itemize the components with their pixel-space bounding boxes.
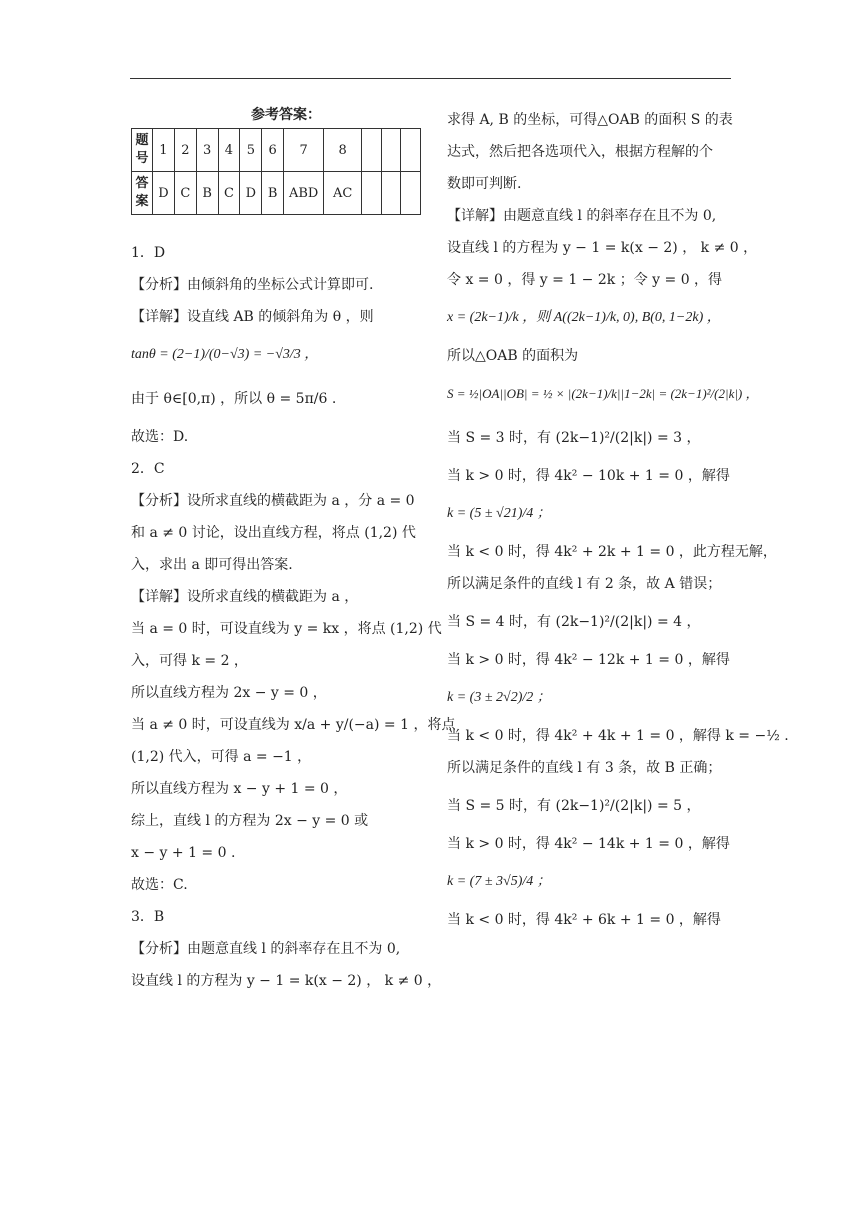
solution-line: 所以满足条件的直线 l 有 2 条，故 A 错误； <box>447 576 722 592</box>
solution-line: 由于 θ∈[0,π) ，所以 θ = 5π/6 . <box>131 391 337 407</box>
solution-line: 1．D <box>131 245 166 261</box>
solution-line: 和 a ≠ 0 讨论，设出直线方程，将点 (1,2) 代 <box>131 525 416 541</box>
solution-line: 综上，直线 l 的方程为 2x − y = 0 或 <box>131 813 369 829</box>
solution-line: 【详解】设直线 AB 的倾斜角为 θ ，则 <box>131 309 374 325</box>
solution-line: 入，求出 a 即可得出答案. <box>131 557 293 573</box>
math-line: k = (7 ± 3√5)/4 ； <box>447 874 551 889</box>
solution-line: 当 a ≠ 0 时，可设直线为 x/a + y/(−a) = 1 ，将点 <box>131 717 456 733</box>
math-line: S = ½|OA||OB| = ½ × |(2k−1)/k||1−2k| = (2k−1)²/(2|k|) ， <box>447 386 759 401</box>
solution-line: 【分析】由题意直线 l 的斜率存在且不为 0, <box>131 941 401 957</box>
solution-line: 数即可判断. <box>447 176 522 192</box>
table-cell: C <box>218 172 240 215</box>
solution-line: 当 k < 0 时，得 4k² + 4k + 1 = 0 ，解得 k = −½ . <box>447 728 789 744</box>
table-cell: ABD <box>284 172 324 215</box>
table-cell: D <box>240 172 262 215</box>
right-column <box>447 104 789 936</box>
solution-line: 当 S = 5 时，有 (2k−1)²/(2|k|) = 5 ， <box>447 798 701 814</box>
solution-line: 【详解】设所求直线的横截距为 a ， <box>131 589 359 605</box>
spacer <box>131 215 421 237</box>
answer-key-title: 参考答案： <box>251 107 321 123</box>
table-cell <box>362 129 382 172</box>
solution-line: 当 k < 0 时，得 4k² + 6k + 1 = 0 ，解得 <box>447 912 721 928</box>
table-cell <box>381 172 401 215</box>
table-cell: B <box>196 172 218 215</box>
solution-line: 故选：D. <box>131 429 189 445</box>
solution-line: 当 k < 0 时，得 4k² + 2k + 1 = 0 ，此方程无解， <box>447 544 777 560</box>
solution-line: 令 x = 0 ，得 y = 1 − 2k ；令 y = 0 ，得 <box>447 272 723 288</box>
table-cell: 7 <box>284 129 324 172</box>
solution-line: 3．B <box>131 909 165 925</box>
math-line: k = (3 ± 2√2)/2 ； <box>447 690 551 705</box>
table-cell <box>381 129 401 172</box>
solution-line: 当 k > 0 时，得 4k² − 10k + 1 = 0 ，解得 <box>447 468 730 484</box>
solution-line: 求得 A, B 的坐标，可得△OAB 的面积 S 的表 <box>447 112 733 128</box>
solution-line: 设直线 l 的方程为 y − 1 = k(x − 2) ， k ≠ 0 ， <box>447 240 758 256</box>
solution-line: 当 S = 3 时，有 (2k−1)²/(2|k|) = 3 ， <box>447 430 701 446</box>
table-cell: 2 <box>174 129 196 172</box>
solution-line: 所以直线方程为 2x − y = 0 ， <box>131 685 327 701</box>
solution-line: 【详解】由题意直线 l 的斜率存在且不为 0, <box>447 208 717 224</box>
math-line: tanθ = (2−1)/(0−√3) = −√3/3 ， <box>131 347 319 362</box>
solution-line: 当 S = 4 时，有 (2k−1)²/(2|k|) = 4 ， <box>447 614 701 630</box>
solution-line: (1,2) 代入，可得 a = −1 ， <box>131 749 312 765</box>
solution-line: 达式，然后把各选项代入，根据方程解的个 <box>447 144 713 160</box>
table-row-numbers <box>132 129 421 172</box>
table-cell: 6 <box>262 129 284 172</box>
left-column <box>131 104 456 997</box>
solution-line: 当 a = 0 时，可设直线为 y = kx ，将点 (1,2) 代 <box>131 621 442 637</box>
table-cell: B <box>262 172 284 215</box>
solution-line: 设直线 l 的方程为 y − 1 = k(x − 2) ， k ≠ 0 ， <box>131 973 442 989</box>
table-header-answer: 答案 <box>132 172 153 215</box>
table-cell: C <box>174 172 196 215</box>
table-cell: 1 <box>152 129 174 172</box>
table-cell: 5 <box>240 129 262 172</box>
answer-table <box>131 128 421 215</box>
table-cell: 8 <box>324 129 362 172</box>
solution-line: x − y + 1 = 0 . <box>131 845 236 861</box>
solution-line: 2．C <box>131 461 165 477</box>
solution-line: 所以直线方程为 x − y + 1 = 0 ， <box>131 781 348 797</box>
table-cell <box>401 129 421 172</box>
solution-line: 【分析】设所求直线的横截距为 a ，分 a = 0 <box>131 493 415 509</box>
table-cell: D <box>152 172 174 215</box>
table-cell: AC <box>324 172 362 215</box>
table-cell <box>362 172 382 215</box>
table-row-answers <box>132 172 421 215</box>
table-cell <box>401 172 421 215</box>
solution-line: 所以满足条件的直线 l 有 3 条，故 B 正确； <box>447 760 722 776</box>
solution-line: 故选：C. <box>131 877 188 893</box>
math-line: k = (5 ± √21)/4 ； <box>447 506 551 521</box>
solution-line: 入，可得 k = 2 ， <box>131 653 248 669</box>
table-cell: 4 <box>218 129 240 172</box>
table-cell: 3 <box>196 129 218 172</box>
solution-line: 当 k > 0 时，得 4k² − 12k + 1 = 0 ，解得 <box>447 652 730 668</box>
math-line: x = (2k−1)/k ，则 A((2k−1)/k, 0), B(0, 1−2k) ， <box>447 310 721 325</box>
header-rule <box>130 78 731 79</box>
table-header-number: 题号 <box>132 129 153 172</box>
solution-line: 所以△OAB 的面积为 <box>447 348 579 364</box>
solution-line: 当 k > 0 时，得 4k² − 14k + 1 = 0 ，解得 <box>447 836 730 852</box>
solution-line: 【分析】由倾斜角的坐标公式计算即可. <box>131 277 374 293</box>
